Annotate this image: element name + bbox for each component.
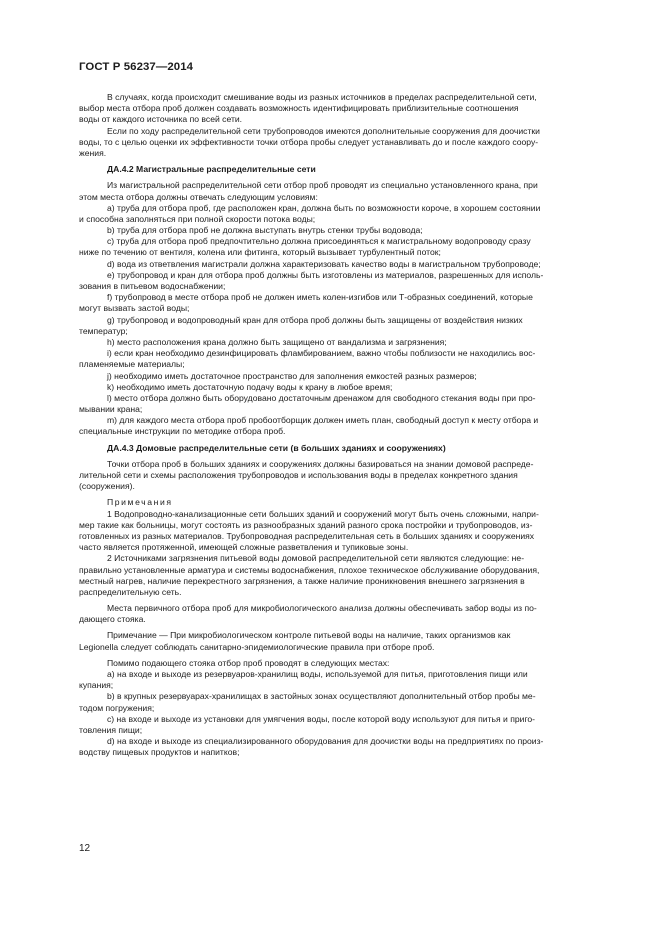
text-line: 1 Водопроводно-канализационные сети больших зданий и сооружений могут быть очень сложными, напри- [107, 508, 539, 519]
text-line: пламеняемые материалы; [79, 359, 185, 370]
page-number: 12 [79, 843, 91, 854]
text-line: d) на входе и выходе из специализированного оборудования для доочистки воды на предприятиях по произ- [107, 736, 544, 747]
text-line: k) необходимо иметь достаточную подачу воды к крану в любое время; [107, 381, 393, 392]
text-line: жения. [79, 147, 107, 158]
text-line: f) трубопровод в месте отбора проб не должен иметь колен-изгибов или Т-образных соединений, которые [107, 292, 533, 303]
text-line: могут вызвать застой воды; [79, 303, 190, 314]
text-line: Места первичного отбора проб для микробиологического анализа должны обеспечивать забор воды из по- [107, 603, 537, 614]
text-line: c) на входе и выходе из установки для умягчения воды, после которой воду используют для питья и приго- [107, 713, 536, 724]
text-line: распределительную сеть. [79, 586, 182, 597]
text-line: i) если кран необходимо дезинфицировать фламбированием, важно чтобы поблизости не находились вос- [107, 348, 536, 359]
text-line: воды, то с целью оценки их эффективности точки отбора пробы следует устанавливать до и после каждого соору- [79, 136, 539, 147]
section-heading: ДА.4.3 Домовые распределительные сети (в больших зданиях и сооружениях) [107, 442, 446, 453]
text-line: Примечание — При микробиологическом контроле питьевой воды на наличие, таких организмов как [107, 630, 511, 641]
text-line: b) в крупных резервуарах-хранилищах в застойных зонах осуществляют дополнительный отбор пробы ме- [107, 691, 536, 702]
text-line: Legionella следует соблюдать санитарно-эпидемиологические правила при отборе проб. [79, 641, 435, 652]
section-heading: ДА.4.2 Магистральные распределительные сети [107, 164, 316, 175]
text-line: g) трубопровод и водопроводный кран для отбора проб должны быть защищены от воздействия низких [107, 314, 523, 325]
document-body [79, 92, 614, 759]
text-line: Точки отбора проб в больших зданиях и сооружениях должны базироваться на знании домовой распреде- [107, 458, 534, 469]
text-line: мер такие как больницы, могут состоять из разнообразных зданий разного срока постройки и трубопроводов, из- [79, 519, 533, 530]
text-line: a) на входе и выходе из резервуаров-хранилищ воды, используемой для питья, приготовления пищи или [107, 669, 528, 679]
text-line: m) для каждого места отбора проб пробоотборщик должен иметь план, свободный доступ к месту отбора и [107, 415, 539, 426]
text-line: воды от каждого источника по всей сети. [79, 114, 243, 125]
text-line: c) труба для отбора проб предпочтительно должна присоединяться к магистральному водопроводу сразу [107, 236, 531, 247]
text-line: b) труба для отбора проб не должна выступать внутрь стенки трубы водовода; [107, 225, 423, 236]
text-line: a) труба для отбора проб, где расположен кран, должна быть по возможности короче, в хорошем состоянии [107, 202, 541, 213]
text-line: и способна заполняться при полной скорости потока воды; [79, 213, 316, 224]
text-line: выбор места отбора проб должен создавать возможность идентифицировать приблизительные соотношения [79, 103, 519, 114]
text-line: h) место расположения крана должно быть защищено от вандализма и загрязнения; [107, 336, 447, 347]
text-line: j) необходимо иметь достаточное пространство для заполнения емкостей разных размеров; [107, 370, 477, 381]
text-line: этом места отбора должны отвечать следующим условиям: [79, 191, 318, 202]
text-line: 2 Источниками загрязнения питьевой воды домовой распределительной сети являются следующие: не- [107, 553, 525, 564]
text-line: тодом погружения; [79, 702, 155, 713]
text-line: (сооружения). [79, 481, 135, 492]
text-line: Примечания [107, 497, 173, 508]
text-line: Если по ходу распределительной сети трубопроводов имеются дополнительные сооружения для доочистки [107, 125, 540, 136]
text-line: зования в питьевом водоснабжении; [79, 281, 226, 291]
text-line: часто является протяженной, имеющей сложные разветвления и тупиковые зоны. [79, 542, 409, 553]
text-line: В случаях, когда происходит смешивание воды из разных источников в пределах распределительной сети, [107, 92, 537, 102]
text-line: дающего стояка. [79, 614, 146, 625]
text-line: местный нагрев, наличие перекрестного загрязнения, а также наличие проникновения внешнего загрязнения в [79, 575, 525, 586]
text-line: Помимо подающего стояка отбор проб проводят в следующих местах: [107, 657, 390, 668]
text-line: температур; [79, 325, 128, 336]
text-line: купания; [79, 680, 114, 691]
text-line: товления пищи; [79, 724, 143, 735]
document-header: ГОСТ Р 56237—2014 [79, 61, 194, 73]
text-line: правильно установленные арматура и системы водоснабжения, плохое техническое обслуживание оборудования, [79, 564, 540, 575]
text-line: l) место отбора должно быть оборудовано достаточным дренажом для свободного стекания воды при про- [107, 392, 536, 403]
text-line: специальные инструкции по методике отбора проб. [79, 426, 286, 437]
text-line: Из магистральной распределительной сети отбор проб проводят из специально установленного крана, при [107, 180, 538, 191]
text-line: лительной сети и схемы расположения трубопроводов и использования воды в пределах конкретного здания [79, 470, 518, 480]
text-line: готовленных из разных материалов. Трубопроводная распределительная сеть в больших зданиях и сооружениях [79, 530, 535, 541]
text-line: d) вода из ответвления магистрали должна характеризовать качество воды в магистральном трубопроводе; [107, 258, 541, 269]
text-line: e) трубопровод и кран для отбора проб должны быть изготовлены из материалов, разрешенных для исполь- [107, 269, 544, 280]
text-line: водству пищевых продуктов и напитков; [79, 747, 240, 758]
text-line: мывании крана; [79, 404, 143, 415]
text-line: ниже по течению от вентиля, колена или фитинга, который вызывает турбулентный поток; [79, 247, 441, 258]
